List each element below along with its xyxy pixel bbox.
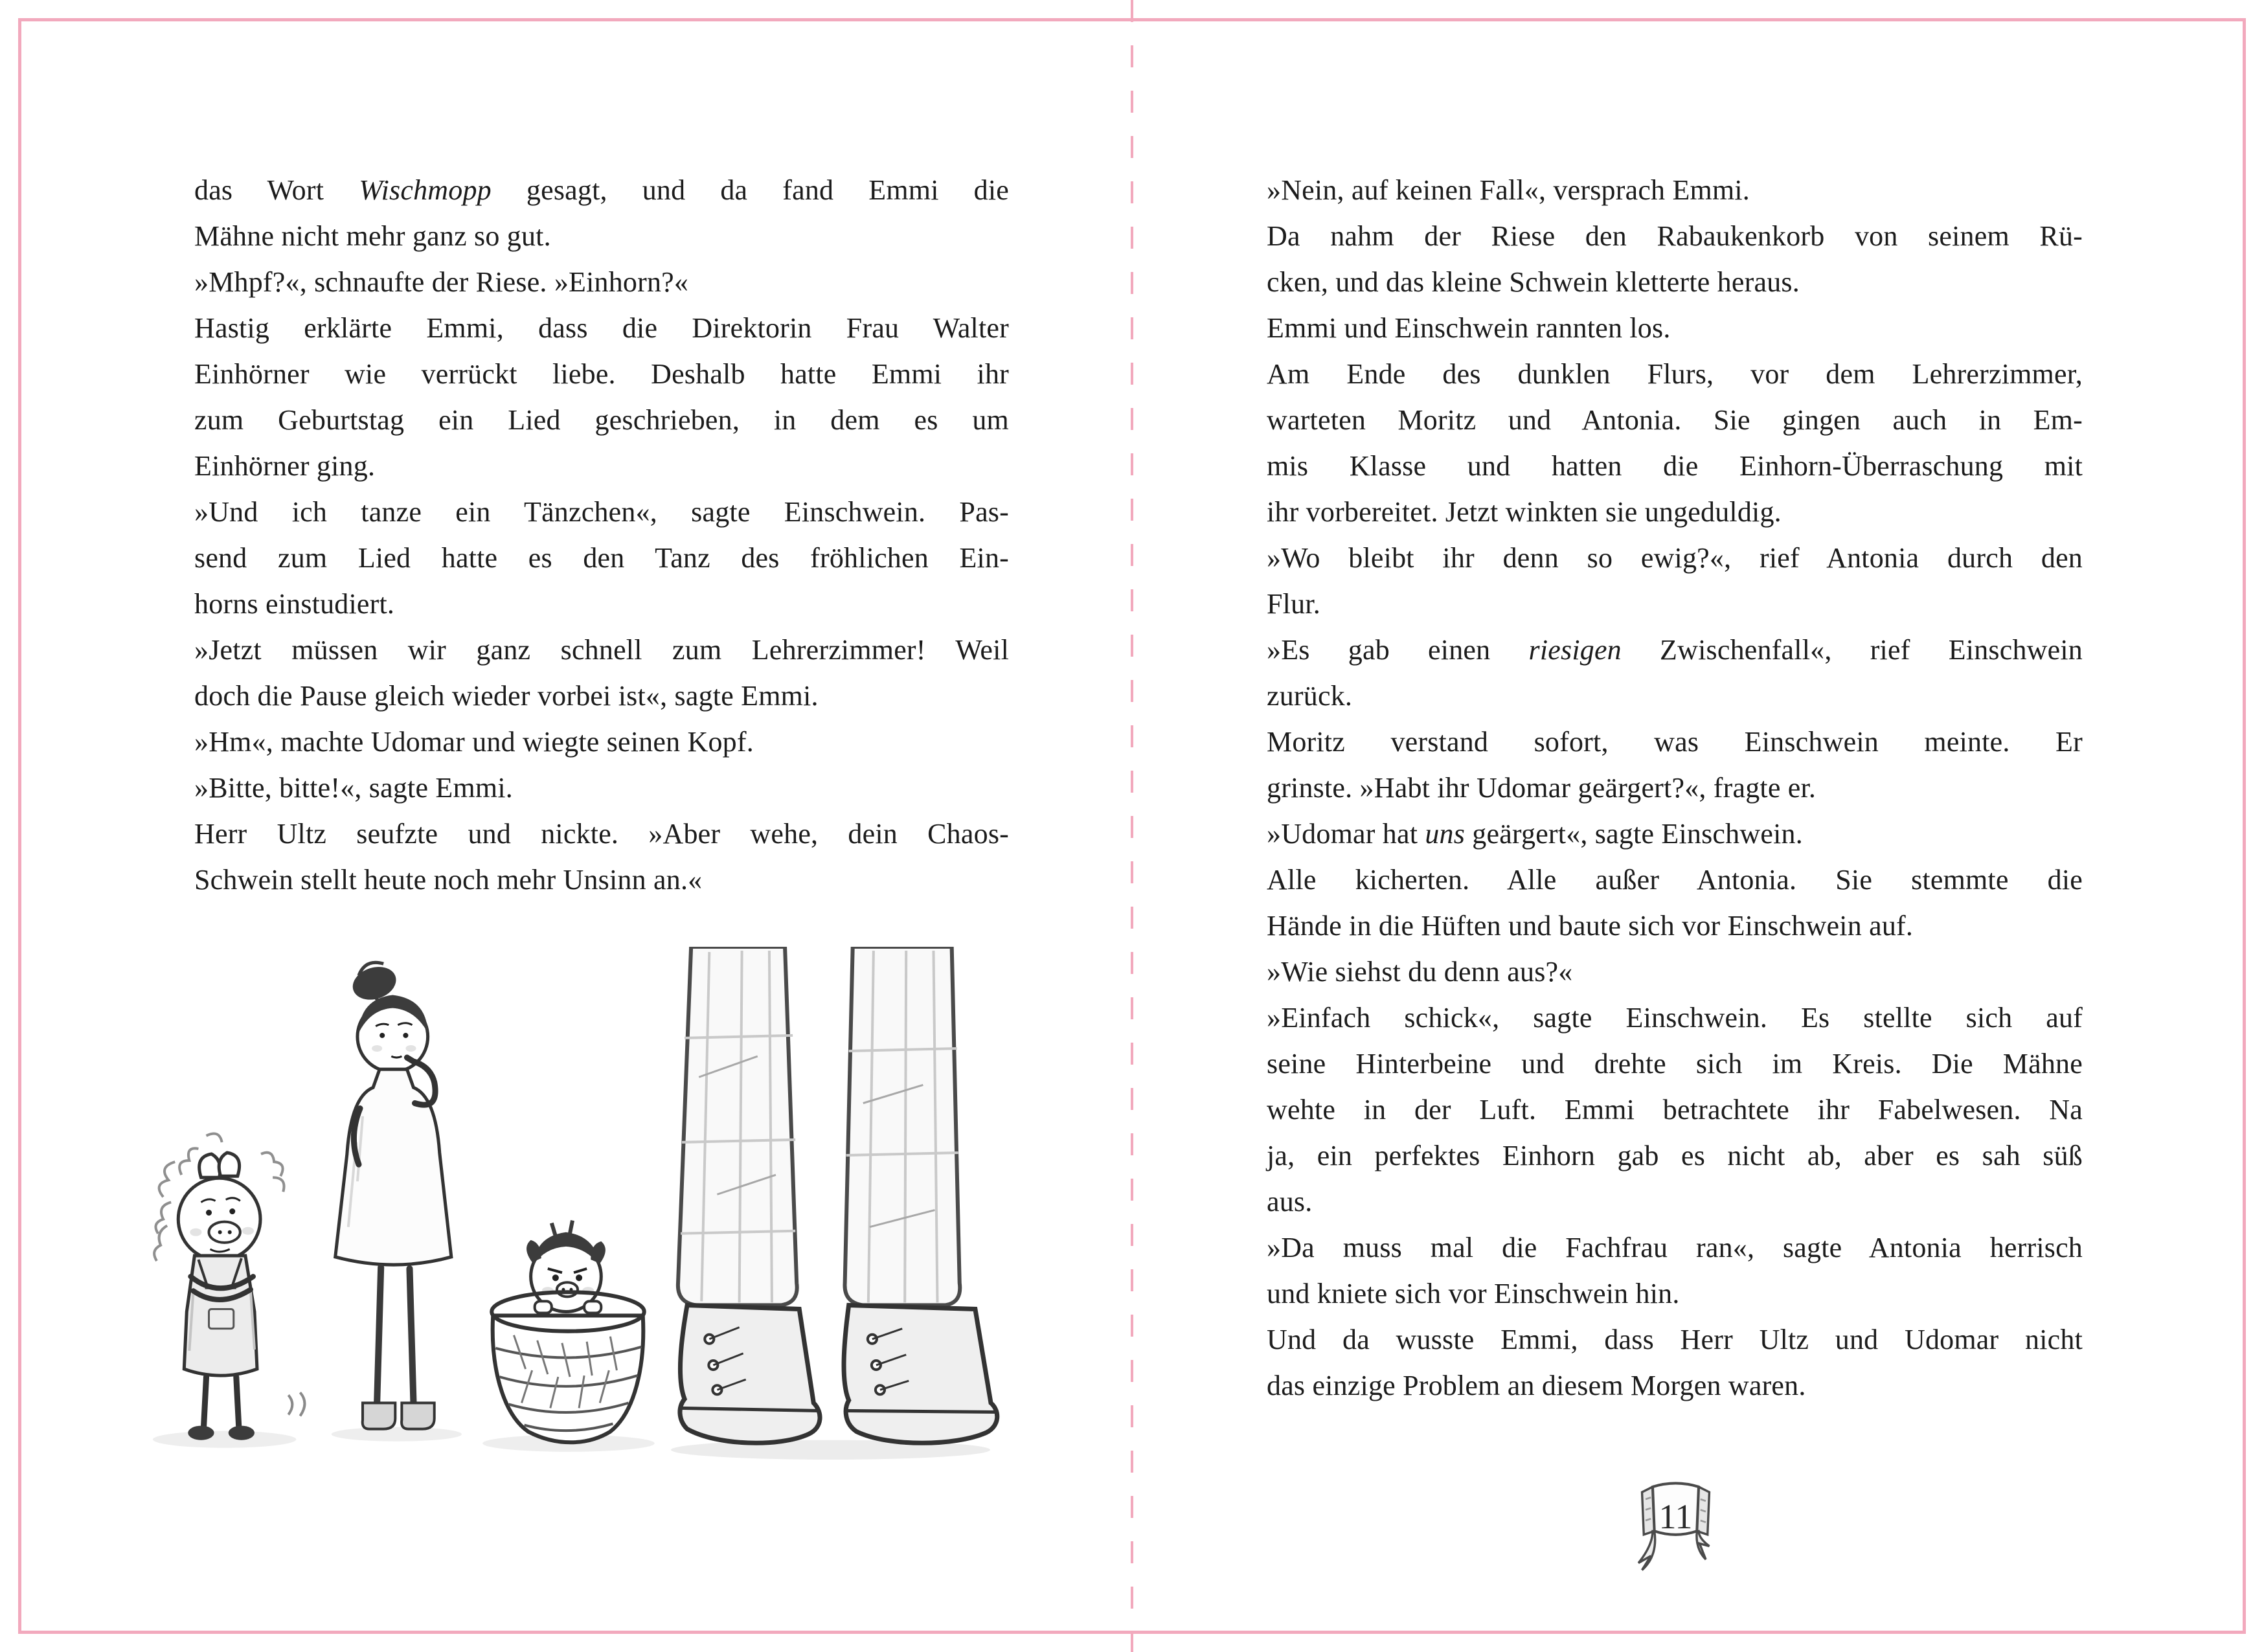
text-line bbox=[1267, 949, 2083, 995]
page-number-banner bbox=[1622, 1480, 1729, 1593]
text-line bbox=[1267, 811, 2083, 857]
text-segment: aus. bbox=[1267, 1186, 1313, 1217]
text-line bbox=[1267, 1087, 2083, 1133]
text-segment: das Wort bbox=[194, 174, 359, 206]
text-segment: Zwischenfall«, rief Einschwein bbox=[1621, 634, 2083, 666]
text-segment: doch die Pause gleich wieder vorbei ist«, sagte Emmi. bbox=[194, 680, 819, 712]
text-segment: mis Klasse und hatten die Einhorn-Überraschung mit bbox=[1267, 450, 2083, 482]
text-segment: Alle kicherten. Alle außer Antonia. Sie stemmte die bbox=[1267, 864, 2083, 896]
text-segment: »Udomar hat bbox=[1267, 818, 1425, 850]
text-line bbox=[1267, 1041, 2083, 1087]
text-line bbox=[1267, 535, 2083, 581]
text-segment: und kniete sich vor Einschwein hin. bbox=[1267, 1278, 1680, 1309]
text-line bbox=[1267, 397, 2083, 443]
text-line bbox=[1267, 995, 2083, 1041]
page-number: 11 bbox=[1658, 1497, 1693, 1536]
text-segment: ihr vorbereitet. Jetzt winkten sie ungeduldig. bbox=[1267, 496, 1782, 528]
text-segment: das einzige Problem an diesem Morgen waren. bbox=[1267, 1370, 1806, 1401]
text-segment: »Es gab einen bbox=[1267, 634, 1529, 666]
text-segment: »Mhpf?«, schnaufte der Riese. »Einhorn?« bbox=[194, 266, 689, 298]
text-segment: send zum Lied hatte es den Tanz des fröhlichen Ein- bbox=[194, 542, 1009, 574]
text-segment: »Jetzt müssen wir ganz schnell zum Lehrerzimmer! Weil bbox=[194, 634, 1009, 666]
text-segment: »Nein, auf keinen Fall«, versprach Emmi. bbox=[1267, 174, 1750, 206]
text-segment: Hände in die Hüften und baute sich vor Einschwein auf. bbox=[1267, 910, 1914, 942]
text-line bbox=[1267, 305, 2083, 351]
text-segment: Herr Ultz seufzte und nickte. »Aber wehe, dein Chaos- bbox=[194, 818, 1009, 850]
text-line bbox=[1267, 351, 2083, 397]
text-segment: horns einstudiert. bbox=[194, 588, 395, 620]
text-segment: seine Hinterbeine und drehte sich im Kreis. Die Mähne bbox=[1267, 1048, 2083, 1080]
text-line bbox=[1267, 489, 2083, 535]
text-segment: cken, und das kleine Schwein kletterte heraus. bbox=[1267, 266, 1800, 298]
text-segment: Einhörner ging. bbox=[194, 450, 376, 482]
text-segment: Mähne nicht mehr ganz so gut. bbox=[194, 220, 551, 252]
text-segment: Hastig erklärte Emmi, dass die Direktorin Frau Walter bbox=[194, 312, 1009, 344]
text-segment: »Einfach schick«, sagte Einschwein. Es stellte sich auf bbox=[1267, 1002, 2083, 1034]
text-line bbox=[1267, 1133, 2083, 1179]
text-line bbox=[1267, 167, 2083, 213]
text-segment: Emmi und Einschwein rannten los. bbox=[1267, 312, 1671, 344]
text-segment: ja, ein perfektes Einhorn gab es nicht ab, aber es sah süß bbox=[1267, 1140, 2083, 1171]
text-line bbox=[1267, 581, 2083, 627]
text-line bbox=[1267, 1225, 2083, 1271]
text-segment: »Und ich tanze ein Tänzchen«, sagte Einschwein. Pas- bbox=[194, 496, 1009, 528]
text-line bbox=[1267, 1317, 2083, 1363]
text-segment: Moritz verstand sofort, was Einschwein meinte. Er bbox=[1267, 726, 2083, 758]
italic-text-segment: Wischmopp bbox=[359, 174, 492, 206]
right-page-text bbox=[1267, 167, 2083, 1409]
text-line bbox=[1267, 673, 2083, 719]
text-segment: wehte in der Luft. Emmi betrachtete ihr Fabelwesen. Na bbox=[1267, 1094, 2083, 1126]
text-line bbox=[1267, 1363, 2083, 1409]
text-segment: »Da muss mal die Fachfrau ran«, sagte Antonia herrisch bbox=[1267, 1232, 2083, 1263]
text-line bbox=[1267, 765, 2083, 811]
text-line bbox=[1267, 443, 2083, 489]
text-segment: warteten Moritz und Antonia. Sie gingen auch in Em- bbox=[1267, 404, 2083, 436]
text-line bbox=[1267, 259, 2083, 305]
text-segment: Und da wusste Emmi, dass Herr Ultz und Udomar nicht bbox=[1267, 1324, 2083, 1355]
text-line bbox=[1267, 903, 2083, 949]
text-segment: »Bitte, bitte!«, sagte Emmi. bbox=[194, 772, 513, 804]
text-line bbox=[1267, 627, 2083, 673]
text-segment: Am Ende des dunklen Flurs, vor dem Lehrerzimmer, bbox=[1267, 358, 2083, 390]
text-segment: geärgert«, sagte Einschwein. bbox=[1465, 818, 1803, 850]
text-segment: Schwein stellt heute noch mehr Unsinn an.« bbox=[194, 864, 703, 896]
italic-text-segment: riesigen bbox=[1528, 634, 1622, 666]
text-segment: Flur. bbox=[1267, 588, 1320, 620]
text-segment: »Wie siehst du denn aus?« bbox=[1267, 956, 1573, 988]
text-segment: zum Geburtstag ein Lied geschrieben, in dem es um bbox=[194, 404, 1009, 436]
text-segment: grinste. »Habt ihr Udomar geärgert?«, fragte er. bbox=[1267, 772, 1817, 804]
text-segment: »Hm«, machte Udomar und wiegte seinen Kopf. bbox=[194, 726, 754, 758]
text-line bbox=[1267, 1271, 2083, 1317]
text-segment: gesagt, und da fand Emmi die bbox=[491, 174, 1009, 206]
text-segment: zurück. bbox=[1267, 680, 1353, 712]
text-segment: »Wo bleibt ihr denn so ewig?«, rief Antonia durch den bbox=[1267, 542, 2083, 574]
text-line bbox=[1267, 213, 2083, 259]
italic-text-segment: uns bbox=[1425, 818, 1466, 850]
text-line bbox=[1267, 719, 2083, 765]
text-line bbox=[1267, 1179, 2083, 1225]
text-segment: Einhörner wie verrückt liebe. Deshalb hatte Emmi ihr bbox=[194, 358, 1009, 390]
text-segment: Da nahm der Riese den Rabaukenkorb von seinem Rü- bbox=[1267, 220, 2083, 252]
text-line bbox=[1267, 857, 2083, 903]
